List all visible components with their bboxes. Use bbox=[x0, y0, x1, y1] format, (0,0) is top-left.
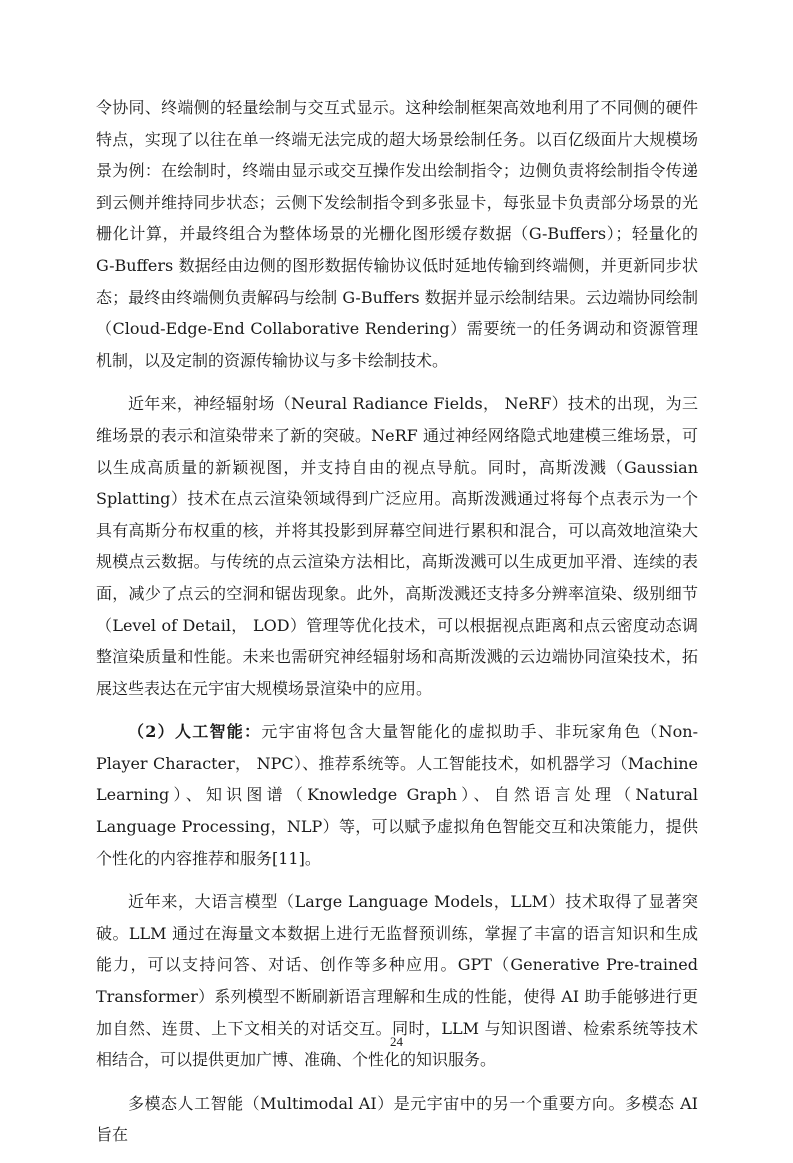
section-heading-ai: （2）人工智能： bbox=[128, 722, 262, 742]
paragraph-cloud-edge-end-rendering: 令协同、终端侧的轻量绘制与交互式显示。这种绘制框架高效地利用了不同侧的硬件特点，实现了以往在单一终端无法完成的超大场景绘制任务。以百亿级面片大规模场景为例：在绘制时，终端由显示或交互操作发出绘制指令；边侧负责将绘制指令传递到云侧并维持同步状态；云侧下发绘制指令到多张显卡，每张显卡负责部分场景的光栅化计算，并最终组合为整体场景的光栅化图形缓存数据（G-Buffers）；轻量化的 G-Buffers 数据经由边侧的图形数据传输协议低时延地传输到终端侧，并更新同步状态；最终由终端侧负责解码与绘制 G-Buffers 数据并显示绘制结果。云边端协同绘制（Cloud-Edge-End Collaborative Rendering）需要统一的任务调动和资源管理机制，以及定制的资源传输协议与多卡绘制技术。 bbox=[96, 98, 698, 370]
paragraph-artificial-intelligence bbox=[96, 716, 698, 874]
document-page bbox=[96, 92, 698, 1163]
paragraph-multimodal-ai: 多模态人工智能（Multimodal AI）是元宇宙中的另一个重要方向。多模态 AI 旨在 bbox=[96, 1093, 698, 1145]
paragraph-large-language-models: 近年来，大语言模型（Large Language Models，LLM）技术取得了显著突破。LLM 通过在海量文本数据上进行无监督预训练，掌握了丰富的语言知识和生成能力，可以支持问答、对话、创作等多种应用。GPT（Generative Pre-trained Transformer）系列模型不断刷新语言理解和生成的性能，使得 AI 助手能够进行更加自然、连贯、上下文相关的对话交互。同时，LLM 与知识图谱、检索系统等技术相结合，可以提供更加广博、准确、个性化的知识服务。 bbox=[96, 892, 698, 1070]
paragraph-nerf-gaussian-splatting: 近年来，神经辐射场（Neural Radiance Fields， NeRF）技术的出现，为三维场景的表示和渲染带来了新的突破。NeRF 通过神经网络隐式地建模三维场景，可以生成高质量的新颖视图，并支持自由的视点导航。同时，高斯泼溅（Gaussian Splatting）技术在点云渲染领域得到广泛应用。高斯泼溅通过将每个点表示为一个具有高斯分布权重的核，并将其投影到屏幕空间进行累积和混合，可以高效地渲染大规模点云数据。与传统的点云渲染方法相比，高斯泼溅可以生成更加平滑、连续的表面，减少了点云的空洞和锯齿现象。此外，高斯泼溅还支持多分辨率渲染、级别细节（Level of Detail， LOD）管理等优化技术，可以根据视点距离和点云密度动态调整渲染质量和性能。未来也需研究神经辐射场和高斯泼溅的云边端协同渲染技术，拓展这些表达在元宇宙大规模场景渲染中的应用。 bbox=[96, 394, 698, 698]
page-number: 24 bbox=[390, 1034, 403, 1049]
paragraph-ai-body: 元宇宙将包含大量智能化的虚拟助手、非玩家角色（Non-Player Character， NPC）、推荐系统等。人工智能技术，如机器学习（Machine Learning）、知识图谱（Knowledge Graph）、自然语言处理（Natural Language Processing，NLP）等，可以赋予虚拟角色智能交互和决策能力，提供个性化的内容推荐和服务[11]。 bbox=[96, 722, 698, 868]
